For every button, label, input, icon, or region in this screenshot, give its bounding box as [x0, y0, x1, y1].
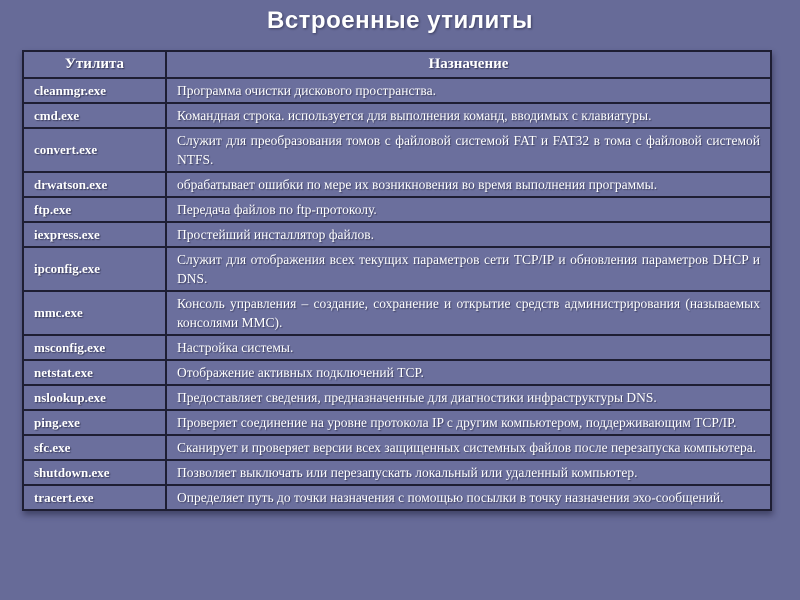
purpose-cell: Командная строка. используется для выполнения команд, вводимых с клавиатуры. — [166, 103, 771, 128]
utility-cell: shutdown.exe — [23, 460, 166, 485]
utility-cell: netstat.exe — [23, 360, 166, 385]
table-row — [23, 172, 771, 197]
purpose-cell: Сканирует и проверяет версии всех защищенных системных файлов после перезапуска компьютера. — [166, 435, 771, 460]
table-header — [23, 51, 771, 78]
table-row — [23, 222, 771, 247]
purpose-cell: Служит для преобразования томов с файловой системой FAT и FAT32 в тома с файловой системой NTFS. — [166, 128, 771, 172]
table-row — [23, 128, 771, 172]
utility-cell: iexpress.exe — [23, 222, 166, 247]
utility-cell: mmc.exe — [23, 291, 166, 335]
utility-cell: ipconfig.exe — [23, 247, 166, 291]
purpose-cell: Предоставляет сведения, предназначенные для диагностики инфраструктуры DNS. — [166, 385, 771, 410]
table-row — [23, 247, 771, 291]
table-row — [23, 78, 771, 103]
header-purpose: Назначение — [166, 51, 771, 78]
table-body — [23, 78, 771, 510]
page-title: Встроенные утилиты — [266, 7, 533, 34]
table-row — [23, 197, 771, 222]
utility-cell: drwatson.exe — [23, 172, 166, 197]
purpose-cell: Простейший инсталлятор файлов. — [166, 222, 771, 247]
purpose-cell: Настройка системы. — [166, 335, 771, 360]
table-row — [23, 410, 771, 435]
table-row — [23, 485, 771, 510]
header-row — [23, 51, 771, 78]
table-row — [23, 360, 771, 385]
purpose-cell: обрабатывает ошибки по мере их возникновения во время выполнения программы. — [166, 172, 771, 197]
table-row — [23, 385, 771, 410]
utility-cell: msconfig.exe — [23, 335, 166, 360]
purpose-cell: Передача файлов по ftp-протоколу. — [166, 197, 771, 222]
table-row — [23, 103, 771, 128]
purpose-cell: Консоль управления – создание, сохранение и открытие средств администрирования (называемых консолями MMC). — [166, 291, 771, 335]
purpose-cell: Служит для отображения всех текущих параметров сети TCP/IP и обновления параметров DHCP и DNS. — [166, 247, 771, 291]
utility-cell: sfc.exe — [23, 435, 166, 460]
utility-cell: nslookup.exe — [23, 385, 166, 410]
utility-cell: convert.exe — [23, 128, 166, 172]
purpose-cell: Проверяет соединение на уровне протокола IP с другим компьютером, поддерживающим TCP/IP. — [166, 410, 771, 435]
table-row — [23, 460, 771, 485]
header-utility: Утилита — [23, 51, 166, 78]
purpose-cell: Программа очистки дискового пространства. — [166, 78, 771, 103]
purpose-cell: Отображение активных подключений TCP. — [166, 360, 771, 385]
purpose-cell: Определяет путь до точки назначения с помощью посылки в точку назначения эхо-сообщений. — [166, 485, 771, 510]
utilities-table — [22, 50, 772, 511]
utility-cell: cmd.exe — [23, 103, 166, 128]
purpose-cell: Позволяет выключать или перезапускать локальный или удаленный компьютер. — [166, 460, 771, 485]
table-row — [23, 291, 771, 335]
table-row — [23, 335, 771, 360]
utility-cell: ping.exe — [23, 410, 166, 435]
utility-cell: tracert.exe — [23, 485, 166, 510]
utility-cell: cleanmgr.exe — [23, 78, 166, 103]
table-row — [23, 435, 771, 460]
utility-cell: ftp.exe — [23, 197, 166, 222]
